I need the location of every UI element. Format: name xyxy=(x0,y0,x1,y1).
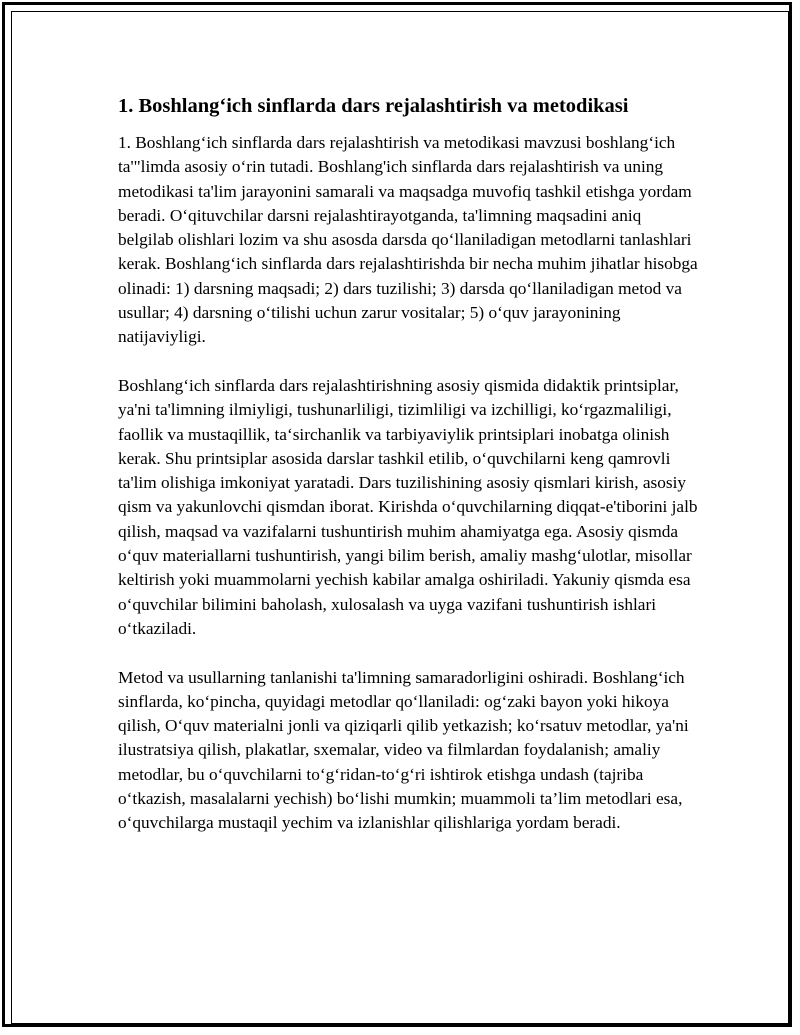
document-body xyxy=(118,93,698,860)
paragraph-intro: 1. Boshlang‘ich sinflarda dars rejalashtirish va metodikasi mavzusi boshlang‘ich ta'"limda asosiy o‘rin tutadi. Boshlang'ich sinflarda dars rejalashtirish va uning metodikasi ta'lim jarayonini samarali va maqsadga muvofiq tashkil etishga yordam beradi. O‘qituvchilar darsni rejalashtirayotganda, ta'limning maqsadini aniq belgilab olishlari lozim va shu asosda darsda qo‘llaniladigan metodlarni tanlashlari kerak. Boshlang‘ich sinflarda dars rejalashtirishda bir necha muhim jihatlar hisobga olinadi: 1) darsning maqsadi; 2) dars tuzilishi; 3) darsda qo‘llaniladigan metod va usullar; 4) darsning o‘tilishi uchun zarur vositalar; 5) o‘quv jarayonining natijaviyligi. xyxy=(118,133,698,347)
paragraph-principles: Boshlang‘ich sinflarda dars rejalashtirishning asosiy qismida didaktik printsiplar, ya'ni ta'limning ilmiyligi, tushunarliligi, tizimliligi va izchilligi, ko‘rgazmaliligi, faollik va mustaqillik, ta‘sirchanlik va tarbiyaviylik printsiplari inobatga olinish kerak. Shu printsiplar asosida darslar tashkil etilib, o‘quvchilarni keng qamrovli ta'lim olishiga imkoniyat yaratadi. Dars tuzilishining asosiy qismlari kirish, asosiy qism va yakunlovchi qismdan iborat. Kirishda o‘quvchilarning diqqat-e'tiborini jalb qilish, maqsad va vazifalarni tushuntirish muhim ahamiyatga ega. Asosiy qismda o‘quv materiallarni tushuntirish, yangi bilim berish, amaliy mashg‘ulotlar, misollar keltirish yoki muammolarni yechish kabilar amalga oshiriladi. Yakuniy qismda esa o‘quvchilar bilimini baholash, xulosalash va uyga vazifani tushuntirish ishlari o‘tkaziladi. xyxy=(118,375,698,638)
document-title: 1. Boshlang‘ich sinflarda dars rejalashtirish va metodikasi xyxy=(118,95,629,117)
paragraph-methods: Metod va usullarning tanlanishi ta'limning samaradorligini oshiradi. Boshlang‘ich sinflarda, ko‘pincha, quyidagi metodlar qo‘llaniladi: og‘zaki bayon yoki hikoya qilish, O‘quv materialni jonli va qiziqarli qilib yetkazish; ko‘rsatuv metodlar, ya'ni ilustratsiya qilish, plakatlar, sxemalar, video va filmlardan foydalanish; amaliy metodlar, bu o‘quvchilarni to‘g‘ridan-to‘g‘ri ishtirok etishga undash (tajriba o‘tkazish, masalalarni yechish) bo‘lishi mumkin; muammoli ta’lim metodlari esa, o‘quvchilarga mustaqil yechim va izlanishlar qilishlariga yordam beradi. xyxy=(118,667,689,833)
